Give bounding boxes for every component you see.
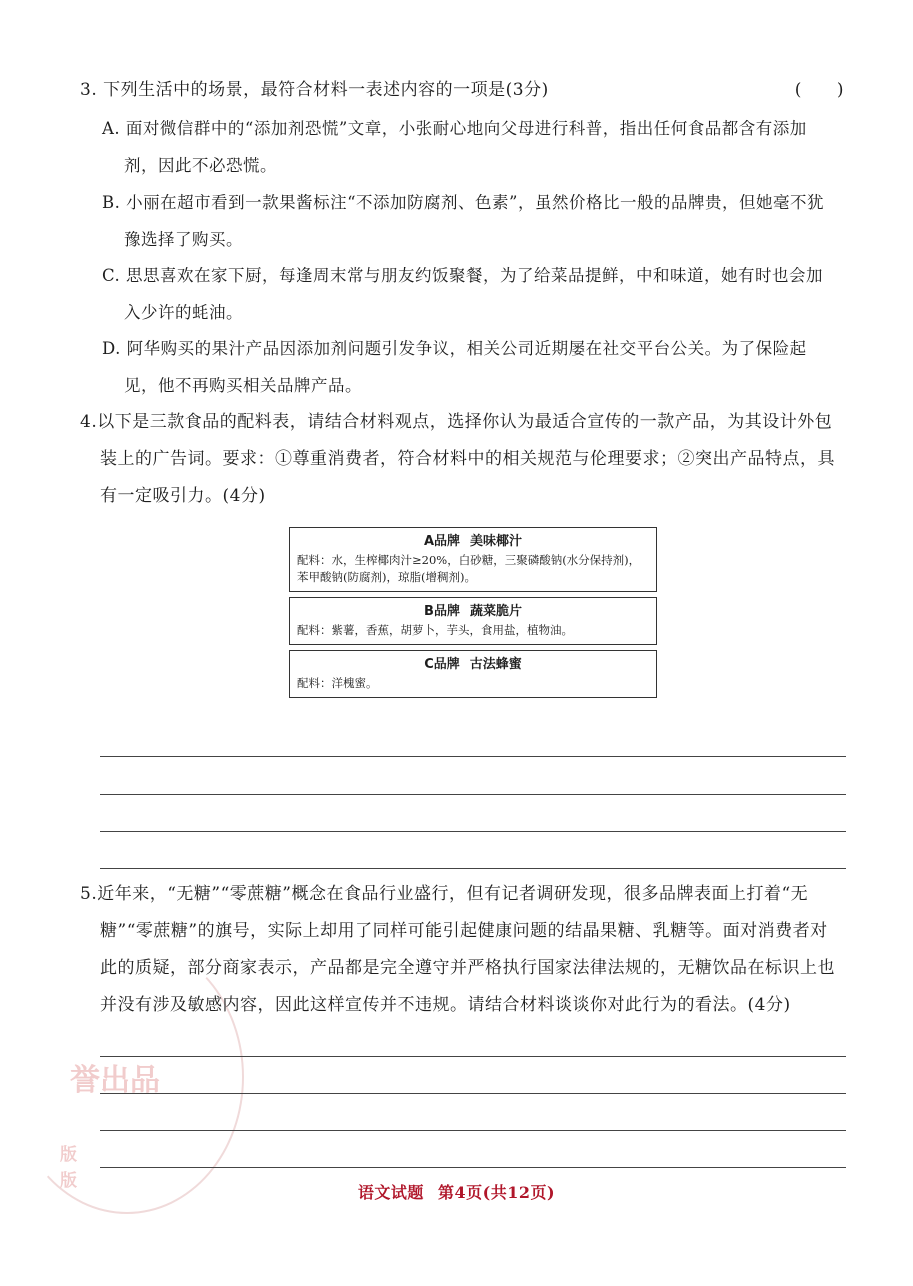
question-3-option-d[interactable]: D. 阿华购买的果汁产品因添加剂问题引发争议，相关公司近期屡在社交平台公关。为了保险起 见，他不再购买相关品牌产品。 — [102, 339, 807, 395]
question-4-stem: 4.以下是三款食品的配料表，请结合材料观点，选择你认为最适合宣传的一款产品，为其设计外包 装上的广告词。要求：①尊重消费者，符合材料中的相关规范与伦理要求；②突出产品特点，具 有一定吸引力。(4分) — [80, 412, 835, 506]
answer-line[interactable] — [100, 1130, 846, 1131]
brand-a-title: A品牌 美味椰汁 — [423, 534, 523, 549]
brand-b-ingredients: 配料：紫薯，香蕉，胡萝卜，芋头，食用盐，植物油。 — [297, 623, 573, 637]
watermark-text: 版 — [60, 1171, 77, 1191]
watermark-text: 誉出品 — [70, 1063, 160, 1098]
footer-page-number: 第4页(共12页) — [438, 1183, 556, 1202]
answer-line[interactable] — [100, 868, 846, 869]
brand-c-ingredients: 配料：洋槐蜜。 — [297, 676, 378, 690]
brand-b-title: B品牌 蔬菜脆片 — [424, 604, 522, 619]
ingredient-tables — [289, 527, 657, 703]
question-3-option-a[interactable]: A. 面对微信群中的“添加剂恐慌”文章，小张耐心地向父母进行科普，指出任何食品都含有添加 剂，因此不必恐慌。 — [102, 119, 807, 175]
answer-line[interactable] — [100, 1056, 846, 1057]
brand-b-box — [289, 597, 657, 645]
answer-line[interactable] — [100, 1093, 846, 1094]
answer-line[interactable] — [100, 756, 846, 757]
brand-a-ingredients: 配料：水，生榨椰肉汁≥20%，白砂糖，三聚磷酸钠(水分保持剂)，苯甲酸钠(防腐剂)，琼脂(增稠剂)。 — [297, 553, 641, 584]
brand-c-box — [289, 650, 657, 698]
question-5-stem: 5.近年来，“无糖”“零蔗糖”概念在食品行业盛行，但有记者调研发现，很多品牌表面上打着“无 糖”“零蔗糖”的旗号，实际上却用了同样可能引起健康问题的结晶果糖、乳糖等。面对消费者对 此的质疑，部分商家表示，产品都是完全遵守并严格执行国家法律法规的，无糖饮品在标识上也 并没有涉及敏感内容，因此这样宣传并不违规。请结合材料谈谈你对此行为的看法。(4分) — [80, 884, 835, 1015]
page-footer — [0, 1180, 913, 1203]
answer-line[interactable] — [100, 1167, 846, 1168]
answer-line[interactable] — [100, 831, 846, 832]
question-3-option-c[interactable]: C. 思思喜欢在家下厨，每逢周末常与朋友约饭聚餐，为了给菜品提鲜，中和味道，她有时也会加 入少许的蚝油。 — [102, 266, 824, 322]
footer-subject: 语文试题 — [357, 1183, 424, 1202]
watermark-text: 版 — [60, 1145, 77, 1165]
answer-bracket[interactable]: ( ) — [794, 80, 844, 100]
brand-a-box — [289, 527, 657, 592]
answer-line[interactable] — [100, 794, 846, 795]
question-3-option-b[interactable]: B. 小丽在超市看到一款果酱标注“不添加防腐剂、色素”，虽然价格比一般的品牌贵，但她毫不犹 豫选择了购买。 — [102, 193, 824, 249]
question-3-stem: 3. 下列生活中的场景，最符合材料一表述内容的一项是(3分) ( ) — [80, 72, 850, 109]
brand-c-title: C品牌 古法蜂蜜 — [424, 657, 522, 672]
